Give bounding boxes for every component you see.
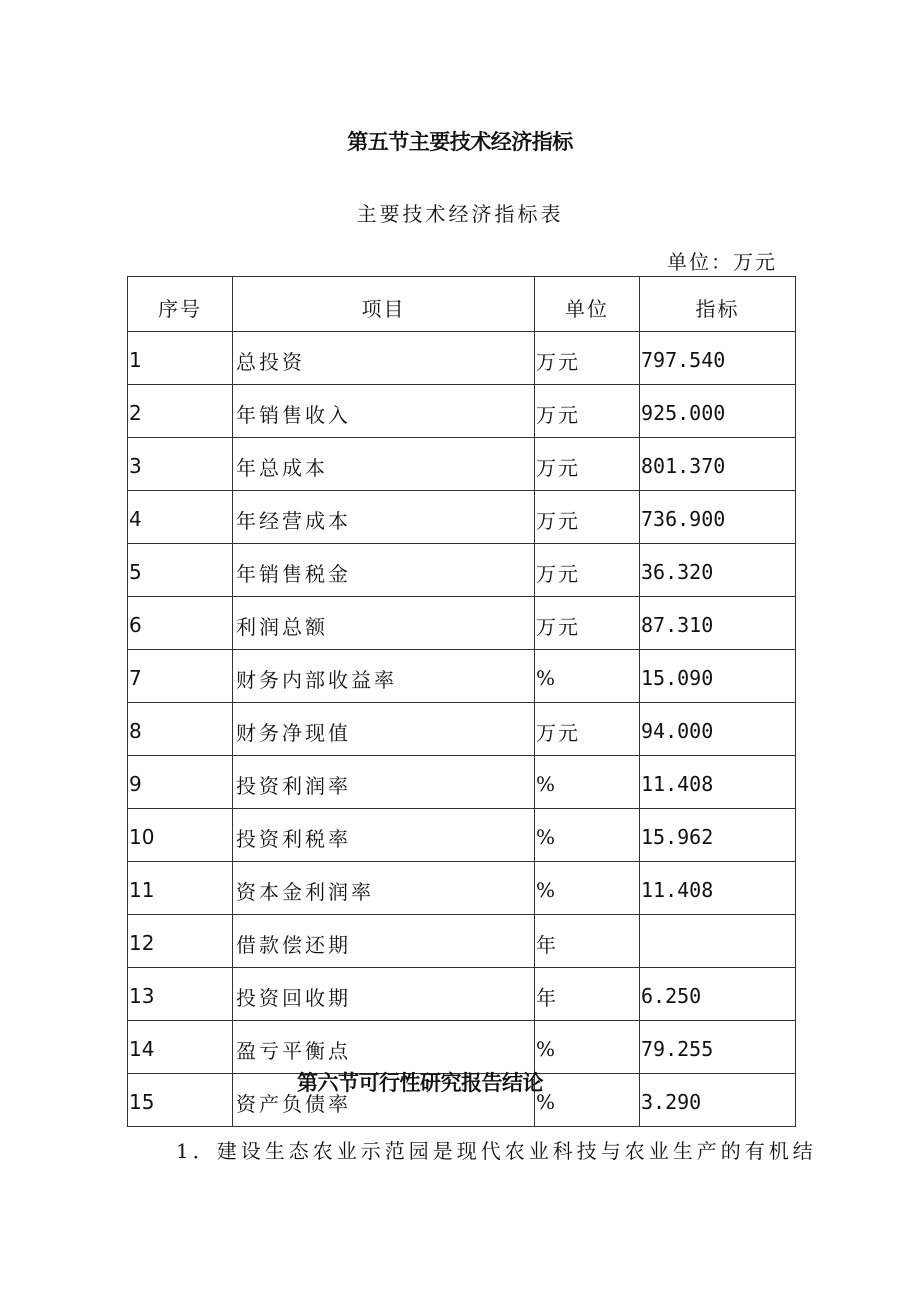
row-number: 15: [128, 1074, 233, 1127]
row-number: 2: [128, 385, 233, 438]
row-value: 801.370: [640, 438, 796, 491]
row-number: 9: [128, 756, 233, 809]
row-value: 736.900: [640, 491, 796, 544]
table-row: [128, 491, 796, 544]
header-unit: 单位: [535, 277, 640, 332]
row-item-name: 盈亏平衡点: [233, 1021, 535, 1074]
header-value: 指标: [640, 277, 796, 332]
row-unit: 年: [535, 968, 640, 1021]
row-number: 10: [128, 809, 233, 862]
row-item-name: 投资利润率: [233, 756, 535, 809]
row-number: 12: [128, 915, 233, 968]
row-item-name: 年经营成本: [233, 491, 535, 544]
row-item-name: 资本金利润率: [233, 862, 535, 915]
row-unit: 万元: [535, 438, 640, 491]
row-number: 6: [128, 597, 233, 650]
row-number: 3: [128, 438, 233, 491]
row-item-name: 投资利税率: [233, 809, 535, 862]
row-number: 7: [128, 650, 233, 703]
table-row: [128, 1021, 796, 1074]
row-item-name: 投资回收期: [233, 968, 535, 1021]
row-unit: %: [535, 862, 640, 915]
table-row: [128, 544, 796, 597]
row-unit: 万元: [535, 597, 640, 650]
row-item-name: 年总成本: [233, 438, 535, 491]
table-header-row: [128, 277, 796, 332]
row-item-name: 年销售收入: [233, 385, 535, 438]
conclusion-paragraph: 1．建设生态农业示范园是现代农业科技与农业生产的有机结: [176, 1139, 817, 1163]
unit-note: 单位：万元: [667, 250, 777, 274]
header-item: 项目: [233, 277, 535, 332]
next-section-title: 第六节可行性研究报告结论: [297, 1071, 543, 1095]
row-unit: 万元: [535, 544, 640, 597]
row-unit: 万元: [535, 332, 640, 385]
row-unit: %: [535, 650, 640, 703]
row-unit: %: [535, 1074, 640, 1127]
table-row: [128, 385, 796, 438]
row-item-name: 年销售税金: [233, 544, 535, 597]
row-value: [640, 915, 796, 968]
row-value: 797.540: [640, 332, 796, 385]
row-value: 925.000: [640, 385, 796, 438]
row-value: 94.000: [640, 703, 796, 756]
row-unit: 万元: [535, 703, 640, 756]
table-row: [128, 650, 796, 703]
row-item-name: 总投资: [233, 332, 535, 385]
row-unit: 万元: [535, 385, 640, 438]
row-number: 4: [128, 491, 233, 544]
header-no: 序号: [128, 277, 233, 332]
row-item-name: 财务内部收益率: [233, 650, 535, 703]
table-caption: 主要技术经济指标表: [356, 202, 564, 226]
row-value: 36.320: [640, 544, 796, 597]
row-item-name: 利润总额: [233, 597, 535, 650]
row-item-name: 资产负债率: [233, 1074, 535, 1127]
row-value: 15.962: [640, 809, 796, 862]
row-value: 3.290: [640, 1074, 796, 1127]
row-value: 15.090: [640, 650, 796, 703]
table-row: [128, 862, 796, 915]
row-unit: 年: [535, 915, 640, 968]
row-value: 11.408: [640, 862, 796, 915]
row-value: 79.255: [640, 1021, 796, 1074]
section-title: 第五节主要技术经济指标: [347, 130, 573, 154]
row-unit: %: [535, 809, 640, 862]
row-number: 11: [128, 862, 233, 915]
row-number: 1: [128, 332, 233, 385]
row-number: 8: [128, 703, 233, 756]
table-row: [128, 915, 796, 968]
row-unit: 万元: [535, 491, 640, 544]
indicators-table: [127, 276, 796, 1127]
row-item-name: 借款偿还期: [233, 915, 535, 968]
row-number: 5: [128, 544, 233, 597]
row-number: 14: [128, 1021, 233, 1074]
table-row: [128, 809, 796, 862]
table-row: [128, 756, 796, 809]
table-row: [128, 703, 796, 756]
row-value: 6.250: [640, 968, 796, 1021]
row-unit: %: [535, 1021, 640, 1074]
row-value: 87.310: [640, 597, 796, 650]
table-row: [128, 438, 796, 491]
table-row: [128, 332, 796, 385]
table-row: [128, 968, 796, 1021]
row-unit: %: [535, 756, 640, 809]
row-item-name: 财务净现值: [233, 703, 535, 756]
row-value: 11.408: [640, 756, 796, 809]
table-row: [128, 597, 796, 650]
row-number: 13: [128, 968, 233, 1021]
